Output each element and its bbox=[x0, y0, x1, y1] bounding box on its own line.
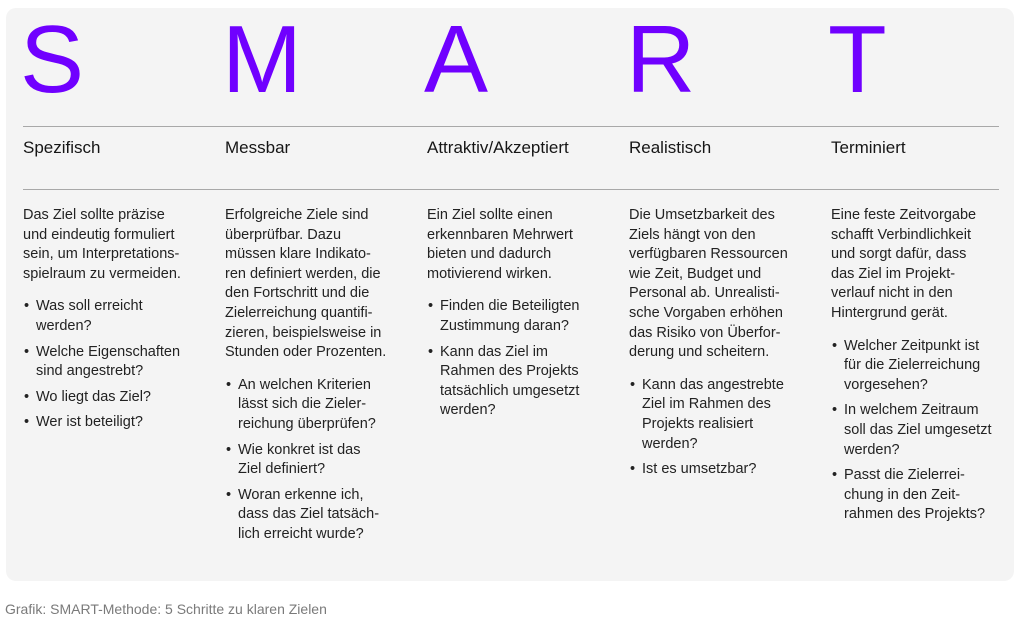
description bbox=[23, 206, 213, 284]
bullet-item bbox=[831, 401, 1020, 460]
bullet-item bbox=[23, 388, 213, 408]
text-line: Die Umsetzbarkeit des bbox=[629, 207, 775, 223]
bullet-line: Woran erkenne ich, bbox=[238, 486, 364, 503]
bullet-line: Kann das Ziel im bbox=[440, 343, 548, 360]
text-line: erkennbaren Mehrwert bbox=[427, 226, 573, 243]
bullet-line: rahmen des Projekts? bbox=[844, 506, 986, 523]
bullet-item bbox=[225, 486, 415, 545]
text-line: sein, um Interpretations- bbox=[23, 246, 180, 263]
text-line: überprüfbar. Dazu bbox=[225, 226, 342, 243]
text-line: und sorgt dafür, dass bbox=[831, 246, 967, 263]
bullet-line: werden? bbox=[844, 441, 900, 458]
bullet-line: Wo liegt das Ziel? bbox=[36, 388, 151, 405]
bullet-line: Was soll erreicht bbox=[36, 298, 143, 315]
bullet-line: Wie konkret ist das bbox=[238, 441, 361, 458]
text-line: Personal ab. Unrealisti- bbox=[629, 285, 780, 302]
text-line: derung und scheitern. bbox=[629, 344, 770, 361]
bullet-line: soll das Ziel umgesetzt bbox=[844, 421, 992, 438]
text-line: das Risiko von Überfor- bbox=[629, 324, 781, 341]
text-line: ren definiert werden, die bbox=[225, 265, 381, 282]
text-line: Hintergrund gerät. bbox=[831, 304, 948, 321]
bullet-icon: • bbox=[630, 461, 636, 478]
text-line: wie Zeit, Budget und bbox=[629, 265, 762, 282]
bullet-icon: • bbox=[226, 486, 232, 503]
bullet-line: dass das Ziel tatsäch- bbox=[238, 506, 380, 523]
text-line: Zielerreichung quantifi- bbox=[225, 304, 373, 321]
bullet-icon: • bbox=[24, 343, 30, 360]
description bbox=[629, 206, 819, 363]
column-terminiert bbox=[831, 206, 1020, 531]
text-line: Das Ziel sollte präzise bbox=[23, 207, 165, 223]
bullet-icon: • bbox=[630, 376, 636, 393]
bullet-line: sind angestrebt? bbox=[36, 363, 144, 380]
letter-s: S bbox=[20, 6, 85, 113]
bullet-item bbox=[427, 297, 617, 336]
letter-r: R bbox=[626, 6, 696, 113]
letter-a: A bbox=[424, 6, 489, 113]
bullet-line: In welchem Zeitraum bbox=[844, 402, 979, 419]
text-line: spielraum zu vermeiden. bbox=[23, 265, 181, 282]
bullet-line: tatsächlich umgesetzt bbox=[440, 382, 580, 399]
text-line: bieten und dadurch bbox=[427, 246, 552, 263]
bullet-icon: • bbox=[832, 337, 838, 354]
column-attraktiv-akzeptiert bbox=[427, 206, 617, 427]
text-line: und eindeutig formuliert bbox=[23, 226, 175, 243]
text-line: Stunden oder Prozenten. bbox=[225, 344, 387, 361]
text-line: Erfolgreiche Ziele sind bbox=[225, 207, 369, 223]
bullet-line: Ziel definiert? bbox=[238, 461, 326, 478]
bullet-line: Welcher Zeitpunkt ist bbox=[844, 337, 980, 354]
bullet-icon: • bbox=[24, 298, 30, 315]
column-spezifisch bbox=[23, 206, 213, 439]
description bbox=[225, 206, 415, 363]
bullet-line: Kann das angestrebte bbox=[642, 376, 784, 393]
bullet-icon: • bbox=[428, 298, 434, 315]
text-line: zieren, beispielsweise in bbox=[225, 324, 382, 341]
bullet-icon: • bbox=[24, 414, 30, 431]
header-divider bbox=[23, 189, 999, 190]
bullet-line: werden? bbox=[642, 435, 698, 452]
bullet-line: Ist es umsetzbar? bbox=[642, 461, 757, 478]
bullet-item bbox=[427, 343, 617, 421]
column-realistisch bbox=[629, 206, 819, 486]
bullet-line: Welche Eigenschaften bbox=[36, 343, 181, 360]
text-line: verlauf nicht in den bbox=[831, 285, 953, 302]
bullet-item bbox=[629, 460, 819, 480]
text-line: den Fortschritt und die bbox=[225, 285, 370, 302]
column-title-messbar: Messbar bbox=[225, 138, 291, 157]
bullet-line: An welchen Kriterien bbox=[238, 376, 371, 393]
bullet-line: werden? bbox=[440, 402, 496, 419]
text-line: Ein Ziel sollte einen bbox=[427, 207, 553, 223]
column-title-attraktiv-akzeptiert: Attraktiv/Akzeptiert bbox=[427, 138, 569, 157]
bullet-line: chung in den Zeit- bbox=[844, 486, 961, 503]
text-line: Eine feste Zeitvorgabe bbox=[831, 207, 977, 223]
text-line: motivierend wirken. bbox=[427, 265, 552, 282]
bullet-line: für die Zielerreichung bbox=[844, 357, 981, 374]
text-line: Ziels hängt von den bbox=[629, 226, 756, 243]
bullet-line: Finden die Beteiligten bbox=[440, 298, 580, 315]
letter-m: M bbox=[222, 6, 302, 113]
description bbox=[831, 206, 1020, 324]
bullet-item bbox=[831, 466, 1020, 525]
figure-caption: Grafik: SMART-Methode: 5 Schritte zu klaren Zielen bbox=[5, 601, 327, 617]
column-title-realistisch: Realistisch bbox=[629, 138, 712, 157]
text-line: das Ziel im Projekt- bbox=[831, 265, 956, 282]
bullet-line: lässt sich die Zieler- bbox=[238, 396, 367, 413]
bullet-item bbox=[23, 413, 213, 433]
bullet-line: Projekts realisiert bbox=[642, 415, 754, 432]
bullet-line: Wer ist beteiligt? bbox=[36, 414, 143, 431]
letter-t: T bbox=[828, 6, 887, 113]
bullet-line: werden? bbox=[36, 317, 92, 334]
bullet-item bbox=[629, 376, 819, 454]
bullet-item bbox=[23, 297, 213, 336]
bullet-line: Passt die Zielerrei- bbox=[844, 467, 965, 484]
description bbox=[427, 206, 617, 284]
bullet-item bbox=[23, 343, 213, 382]
text-line: sche Vorgaben erhöhen bbox=[629, 304, 783, 321]
bullet-line: lich erreicht wurde? bbox=[238, 525, 364, 542]
text-line: schafft Verbindlichkeit bbox=[831, 226, 971, 243]
bullet-icon: • bbox=[832, 467, 838, 484]
column-messbar bbox=[225, 206, 415, 551]
bullet-icon: • bbox=[832, 402, 838, 419]
bullet-line: Rahmen des Projekts bbox=[440, 363, 579, 380]
text-line: verfügbaren Ressourcen bbox=[629, 246, 788, 263]
top-divider bbox=[23, 126, 999, 127]
bullet-line: Zustimmung daran? bbox=[440, 317, 569, 334]
bullet-line: Ziel im Rahmen des bbox=[642, 396, 771, 413]
bullet-icon: • bbox=[226, 441, 232, 458]
bullet-icon: • bbox=[226, 376, 232, 393]
column-title-spezifisch: Spezifisch bbox=[23, 138, 101, 157]
bullet-icon: • bbox=[428, 343, 434, 360]
bullet-item bbox=[225, 441, 415, 480]
bullet-icon: • bbox=[24, 388, 30, 405]
bullet-line: reichung überprüfen? bbox=[238, 415, 376, 432]
text-line: müssen klare Indikato- bbox=[225, 246, 371, 263]
bullet-item bbox=[225, 376, 415, 435]
bullet-item bbox=[831, 337, 1020, 396]
bullet-line: vorgesehen? bbox=[844, 376, 928, 393]
column-title-terminiert: Terminiert bbox=[831, 138, 906, 157]
